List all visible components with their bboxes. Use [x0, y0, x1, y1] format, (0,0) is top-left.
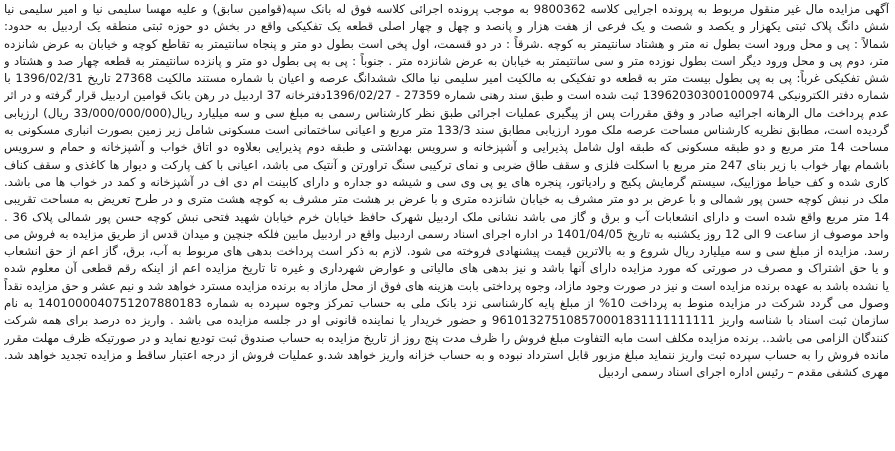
notice-line: مانده فروش را به حساب سپرده ثبت واریز ننماید مبلغ مزبور قابل استرداد نبوده و به حساب خزانه واریز خواهد شد.و عملیات فروش از درجه اعتبار ساقط و مزایده تجدید خواهد شد.: [4, 347, 889, 362]
notice-line: شمالاً : پی و محل ورود است بطول نه متر و هشتاد سانتیمتر به کوچه .شرقاً : در دو قسمت، اول پخی است بطول دو متر و پنجاه سانتیمتر به تقاطع کوچه و خیابان به عرض شانزده: [4, 36, 889, 51]
notice-line: مساحت 14 متر مربع و دو طبقه مسکونی که طبقه اول شامل پذیرایی و آشپزخانه و سرویس بهداشتی و طبقه دوم پذیرایی بعلاوه دو اتاق خواب و آشپزخانه و حمام و سرویس: [4, 140, 889, 155]
notice-line: ملک در نبش کوچه حسن پور شمالی و با عرض بر دو متر مشرف به خیابان شانزده متری و با عرض بر هشت متر مشرف به کوچه هشت متری و در طرح تعریض به مساحت تقریبی: [4, 192, 889, 207]
notice-line: باشمام بهار خواب با زیر بنای 247 متر مربع با اسکلت فلزی و سقف طاق ضربی و نمای ترکیبی سنگ تراورتن و آنتیک می باشد، اعیانی با کف پارکت و دیوار ها کاغذی و سقف کناف: [4, 157, 889, 172]
notice-line: کنندگان الزامی می باشد.. برنده مزایده مکلف است مابه التفاوت مبلغ فروش را ظرف مدت پنج روز از تاریخ مزایده به حساب صندوق ثبت تودیع نماید و در صورتیکه ظرف مهلت مقرر: [4, 330, 889, 345]
notice-line: شماره دفتر الکترونیکی 139620303001000974 ثبت شده است و طبق سند رهنی شماره 27359 - 1396/02/27دفترخانه 37 اردبیل در رهن بانک قوامین اردبیل قرار گرفته و در اثر: [4, 88, 889, 103]
signature-line: مهری کشفی مقدم – رئیس اداره اجرای اسناد رسمی اردبیل: [598, 365, 889, 380]
notice-line: سازمان ثبت اسناد با شناسه واریز 961013275108570001831111111111 و حضور خریدار یا نماینده قانونی او در جلسه مزایده می باشد . واریز ده درصد برای همه شرکت: [4, 313, 889, 328]
notice-line: کاری شده و کف حیاط موزاییک، سیستم گرمایش پکیج و رادیاتور، پنجره های یو پی وی سی و شیشه دو جداره و دارای کابینت ام دی اف در آشپزخانه و کمد در خواب ها می باشد.: [4, 174, 889, 189]
notice-line: 14 متر مربع واقع شده است و دارای انشعابات آب و برق و گاز می باشد نشانی ملک اردبیل شهرک حافظ خیابان خرم خیابان شهید فتحی نبش کوچه حسن پور شمالی پلاک 36 .: [4, 209, 889, 224]
notice-line: عدم پرداخت مال الرهانه اجرائیه صادر و وفق مقررات پس از پیگیری عملیات اجرائی طبق نظر کارشناس رسمی به مبلغ سی و سه میلیارد ریال(33/000/000/000 ریال) ارزیابی: [4, 105, 889, 120]
notice-line: واحد موصوف از ساعت 9 الی 12 روز یکشنبه به تاریخ 1401/04/05 در اداره اجرای اسناد رسمی اردبیل واقع در اردبیل مابین فلکه جنچین و میدان قدس از طریق مزایده به فروش می: [4, 226, 889, 241]
notice-line: آگهی مزایده مال غیر منقول مربوط به پرونده اجرایی کلاسه 9800362 به موجب پرونده اجرائی کلاسه فوق له بانک سپه(قوامین سابق) و علیه مهسا سلیمی نیا و امیر سلیمی نیا: [4, 2, 889, 16]
notice-line: یا نشده باشد به عهده برنده مزایده است و نیز در صورت وجود مازاد، وجوه پرداختی بابت هزینه های فوق از محل مازاد به برنده مزایده مسترد خواهد شد و نیم عشر و حق مزایده نقداً: [4, 278, 889, 293]
notice-line: شش دانگ پلاک ثبتی یکهزار و یکصد و شصت و یک فرعی از هفت هزار و پانصد و چهل و چهار اصلی قطعه یک تفکیکی واقع در بخش دو حوزه ثبتی منطقه یک اردبیل به حدود:: [4, 19, 889, 34]
notice-line: رسد. مزایده از مبلغ سی و سه میلیارد ریال شروع و به بالاترین قیمت پیشنهادی فروخته می شود. لازم به ذکر است پرداخت بدهی های مربوط به آب، برق، گاز اعم از حق انشعاب: [4, 244, 889, 259]
notice-line: گردیده است، مطابق نظریه کارشناس مساحت عرصه ملک مورد ارزیابی مطابق سند 133/3 متر مربع و اعیانی ساختمانی است مسکونی شامل زیر زمین بصورت انباری مسکونی به: [4, 123, 889, 138]
notice-line: وصول می گردد شرکت در مزایده منوط به پرداخت 10% از مبلغ پایه کارشناسی نزد بانک ملی به حساب تمرکز وجوه سپرده به شماره 1401000040751207880183 به نام: [4, 296, 889, 311]
notice-line: شش تفکیکی غرباً: پی به پی بطول بیست متر به قطعه دو تفکیکی به مالکیت امیر سلیمی نیا مالک ششدانگ عرصه و اعیان با شماره مستند مالکیت 27368 تاریخ 1396/02/31 با: [4, 71, 889, 86]
notice-line: متر، دوم پی و محل ورود دیگر است بطول نوزده متر و سی سانتیمتر به خیابان به عرض شانزده متر . جنوباً : پی به پی بطول دو متر و پانزده سانتیمتر به قطعه چهار صد و هشتاد و: [4, 53, 889, 68]
notice-line: و یا حق اشتراک و مصرف در صورتی که مورد مزایده دارای آنها باشد و نیز بدهی های مالیاتی و عوارض شهرداری و غیره تا تاریخ مزایده اعم از اینکه رقم قطعی آن معلوم شده: [4, 261, 889, 276]
